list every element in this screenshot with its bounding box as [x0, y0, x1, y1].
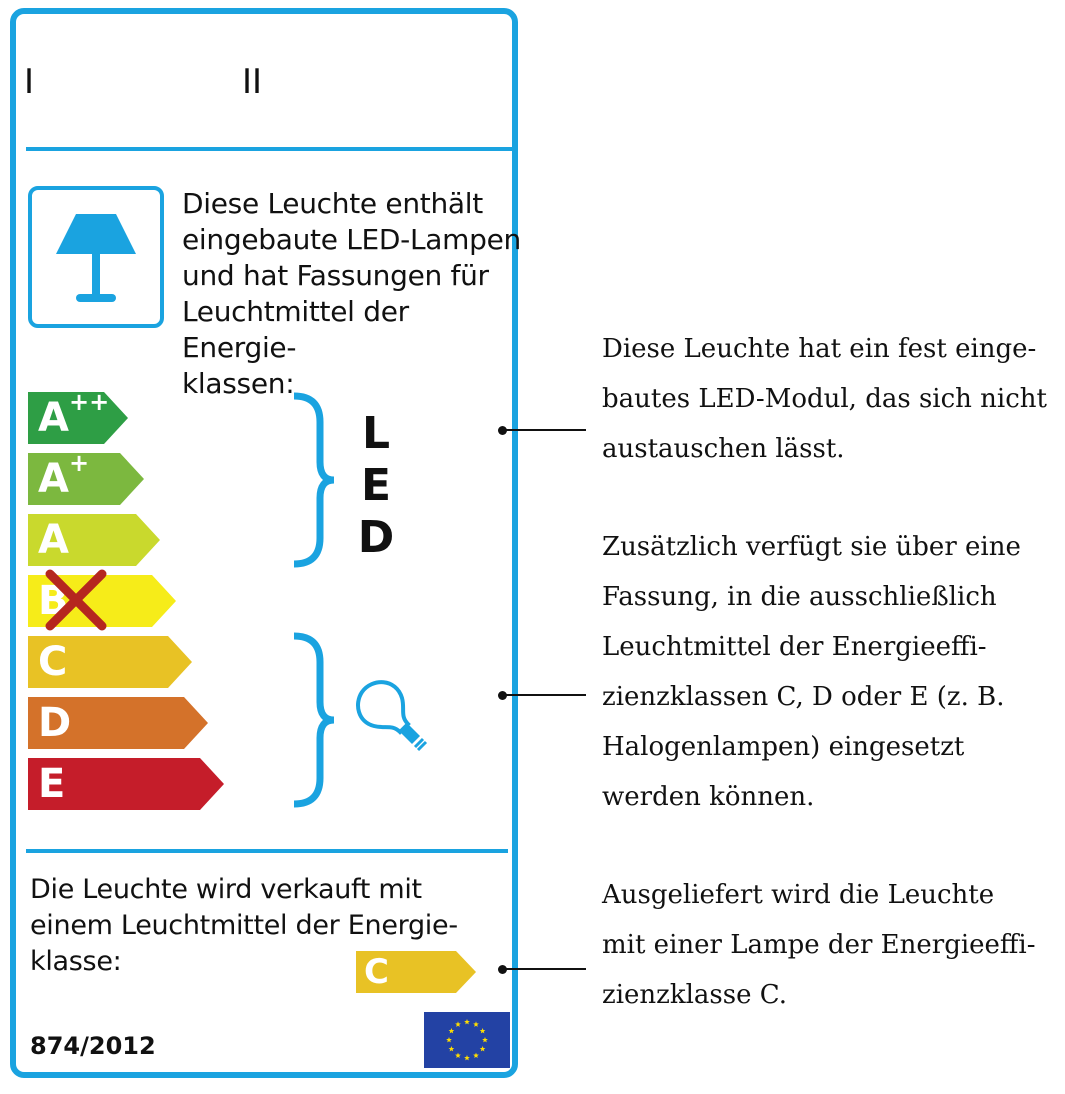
- table-lamp-icon: [32, 190, 160, 324]
- annotation-line: Ausgeliefert wird die Leuchte: [602, 880, 995, 910]
- class-letter: B: [38, 578, 69, 624]
- annotation-line: Zusätzlich verfügt sie über eine: [602, 532, 1021, 562]
- class-arrow-a: [28, 514, 160, 566]
- class-letter: A++: [38, 388, 110, 441]
- class-letter: C: [364, 952, 389, 992]
- eu-flag-icon: [424, 1012, 510, 1068]
- annotation-line: zienzklassen C, D oder E (z. B.: [602, 682, 1005, 712]
- annotation-line: Leuchtmittel der Energieeffi-: [602, 632, 987, 662]
- led-vertical-text: [356, 408, 396, 564]
- footer-line: klasse:: [30, 946, 122, 977]
- headline-line: eingebaute LED-Lampen: [182, 223, 521, 256]
- led-letter: D: [357, 512, 395, 563]
- header-mark-i: I: [24, 62, 35, 102]
- annotation-line: bautes LED-Modul, das sich nicht: [602, 384, 1047, 414]
- annotation-line: Diese Leuchte hat ein fest einge-: [602, 334, 1037, 364]
- leader-line: [502, 968, 586, 970]
- annotation-supplied-lamp: [602, 870, 1062, 1020]
- headline-line: Leuchtmittel der Energie-: [182, 295, 409, 364]
- top-divider: [26, 147, 512, 151]
- headline-line: und hat Fassungen für: [182, 259, 489, 292]
- annotation-led-module: [602, 324, 1062, 474]
- class-letter: D: [38, 700, 72, 746]
- regulation-number: 874/2012: [30, 1032, 156, 1060]
- light-bulb-icon: [352, 676, 436, 752]
- header-mark-ii: II: [242, 62, 263, 102]
- annotation-line: zienzklasse C.: [602, 980, 787, 1010]
- cross-icon: [44, 568, 108, 632]
- class-letter: E: [38, 761, 66, 807]
- class-letter: A+: [38, 449, 90, 502]
- annotation-line: austauschen lässt.: [602, 434, 845, 464]
- footer-line: Die Leuchte wird verkauft mit: [30, 874, 422, 905]
- annotation-line: Fassung, in die ausschließlich: [602, 582, 997, 612]
- leader-line: [502, 694, 586, 696]
- headline-line: Diese Leuchte enthält: [182, 187, 483, 220]
- class-arrow-e: [28, 758, 224, 810]
- led-letter: L: [361, 408, 391, 459]
- bottom-divider: [26, 849, 508, 853]
- curly-brace-icon: [290, 632, 340, 808]
- supplied-class-arrow: [356, 951, 476, 993]
- class-letter: A: [38, 517, 69, 563]
- curly-brace-icon: [290, 392, 340, 568]
- annotation-line: mit einer Lampe der Energieeffi-: [602, 930, 1036, 960]
- class-arrow-c: [28, 636, 192, 688]
- leader-line: [502, 429, 586, 431]
- class-arrow-d: [28, 697, 208, 749]
- annotation-line: Halogenlampen) eingesetzt: [602, 732, 965, 762]
- footer-line: einem Leuchtmittel der Energie-: [30, 910, 458, 941]
- class-letter: C: [38, 639, 68, 685]
- lamp-icon-box: [28, 186, 164, 328]
- headline-line: klassen:: [182, 367, 295, 400]
- class-arrow-a-plus-plus: [28, 388, 128, 444]
- annotation-socket: [602, 522, 1062, 822]
- led-letter: E: [360, 460, 392, 511]
- label-headline: [182, 186, 522, 402]
- class-arrow-a-plus: [28, 449, 144, 505]
- annotation-line: werden können.: [602, 782, 815, 812]
